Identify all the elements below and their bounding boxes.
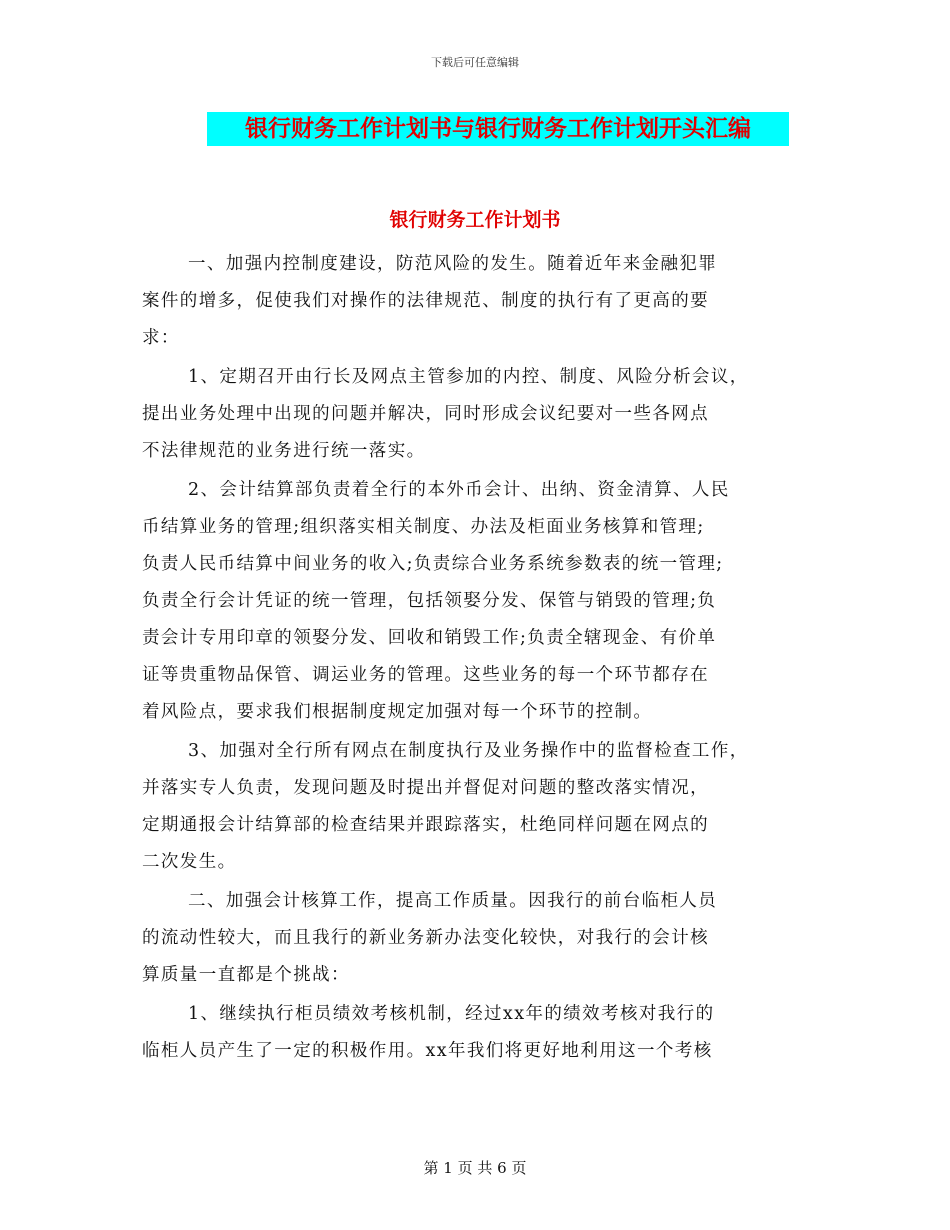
body-line: 3、加强对全行所有网点在制度执行及业务操作中的监督检查工作， <box>188 741 749 761</box>
body-line: 的流动性较大，而且我行的新业务新办法变化较快，对我行的会计核 <box>142 928 709 948</box>
body-line: 并落实专人负责，发现问题及时提出并督促对问题的整改落实情况， <box>142 778 709 798</box>
body-line: 负责人民币结算中间业务的收入;负责综合业务系统参数表的统一管理; <box>142 554 724 574</box>
header-note: 下载后可任意编辑 <box>431 56 519 69</box>
body-line: 1、定期召开由行长及网点主管参加的内控、制度、风险分析会议， <box>188 367 749 387</box>
body-line: 算质量一直都是个挑战： <box>142 965 350 985</box>
main-title: 银行财务工作计划书与银行财务工作计划开头汇编 <box>207 112 789 146</box>
body-line: 提出业务处理中出现的问题并解决，同时形成会议纪要对一些各网点 <box>142 404 709 424</box>
body-line: 证等贵重物品保管、调运业务的管理。这些业务的每一个环节都存在 <box>142 665 709 685</box>
body-line: 不法律规范的业务进行统一落实。 <box>142 441 426 461</box>
body-line: 负责全行会计凭证的统一管理，包括领娶分发、保管与销毁的管理;负 <box>142 591 717 611</box>
body-line: 案件的增多，促使我们对操作的法律规范、制度的执行有了更高的要 <box>142 291 709 311</box>
body-line: 定期通报会计结算部的检查结果并跟踪落实，杜绝同样问题在网点的 <box>142 815 709 835</box>
body-line: 2、会计结算部负责着全行的本外币会计、出纳、资金清算、人民 <box>188 480 730 500</box>
body-line: 二、加强会计核算工作，提高工作质量。因我行的前台临柜人员 <box>188 891 718 911</box>
body-line: 责会计专用印章的领娶分发、回收和销毁工作;负责全辖现金、有价单 <box>142 628 717 648</box>
body-line: 二次发生。 <box>142 852 237 872</box>
body-line: 币结算业务的管理;组织落实相关制度、办法及柜面业务核算和管理; <box>142 517 705 537</box>
body-line: 1、继续执行柜员绩效考核机制，经过xx年的绩效考核对我行的 <box>188 1004 715 1024</box>
body-line: 一、加强内控制度建设，防范风险的发生。随着近年来金融犯罪 <box>188 254 718 274</box>
body-line: 着风险点，要求我们根据制度规定加强对每一个环节的控制。 <box>142 702 653 722</box>
sub-title: 银行财务工作计划书 <box>389 209 561 231</box>
body-line: 求： <box>142 328 180 348</box>
body-line: 临柜人员产生了一定的积极作用。xx年我们将更好地利用这一个考核 <box>142 1041 713 1061</box>
page-footer: 第 1 页 共 6 页 <box>423 1159 527 1177</box>
